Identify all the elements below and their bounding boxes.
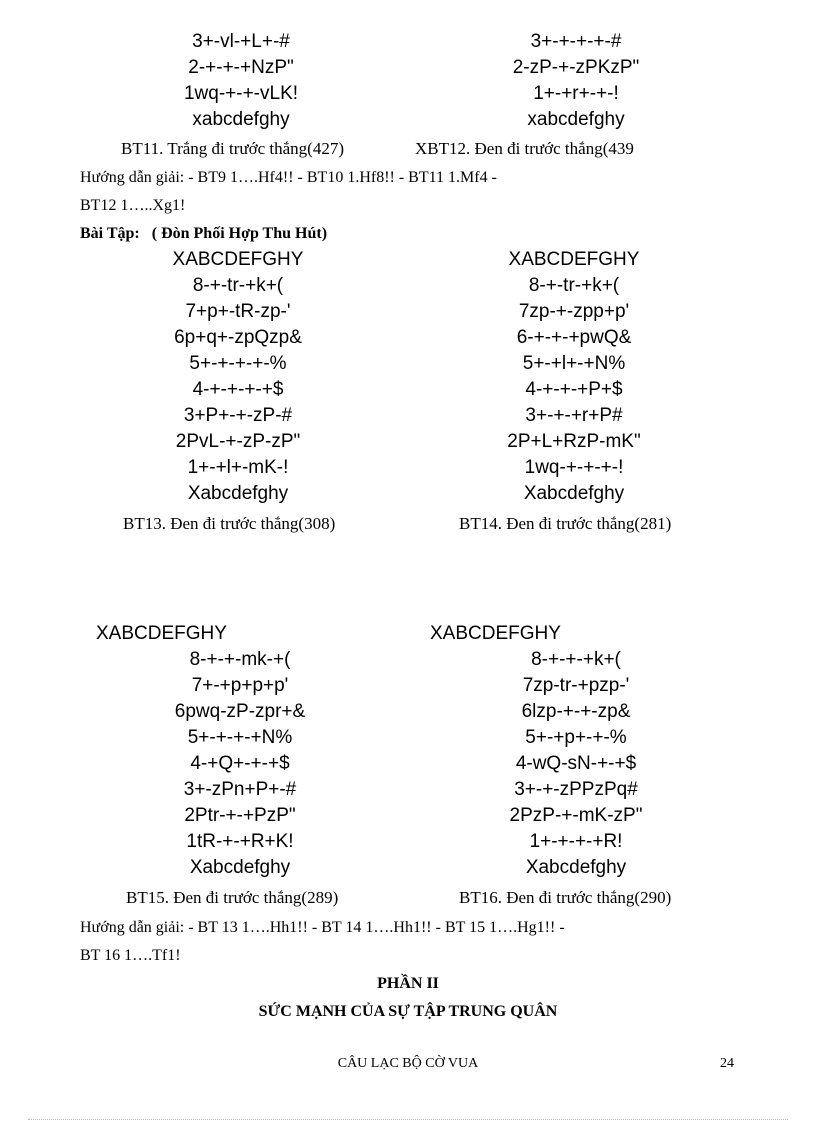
board-line: XABCDEFGHY [508,249,640,270]
board-line: 6pwq-zP-zpr+& [174,701,306,722]
board-line: 3+-vl-+L+-# [192,31,290,52]
board-line: 3+-+-zPPzPq# [514,779,638,800]
solution-guide-line: Hướng dẫn giải: - BT9 1….Hf4!! - BT10 1.Hf8!! - BT11 1.Mf4 - [80,169,497,186]
board-line: Xabcdefghy [187,483,289,504]
page-bottom-divider [28,1119,788,1120]
board-line: 2Ptr-+-+PzP" [184,805,296,826]
board-line: 3+P+-+-zP-# [183,405,293,426]
board-line: 7+p+-tR-zp-' [185,301,291,322]
caption-bt16: BT16. Đen đi trước thắng(290) [459,888,672,907]
part-title: PHẦN II [377,975,439,992]
exercise-label: Bài Tập: [80,225,140,242]
board-line: Xabcdefghy [523,483,625,504]
solution-guide-line: BT 16 1….Tf1! [80,947,181,964]
board-line: 2P+L+RzP-mK" [507,431,641,452]
board-line: 4-+Q+-+-+$ [190,753,290,774]
board-line: 6-+-+-+pwQ& [516,327,632,348]
board-header-bt16: XABCDEFGHY [430,623,561,644]
board-line: 5+-+-+-+N% [187,727,293,748]
board-line: 6lzp-+-+-zp& [521,701,631,722]
board-line: XABCDEFGHY [172,249,304,270]
solution-guide-line: BT12 1…..Xg1! [80,197,186,214]
board-line: 3+-zPn+P+-# [183,779,297,800]
part-subtitle: SỨC MẠNH CỦA SỰ TẬP TRUNG QUÂN [258,1003,558,1020]
board-line: 1+-+l+-mK-! [187,457,289,478]
board-line: xabcdefghy [527,109,625,130]
board-line: 2PvL-+-zP-zP" [175,431,301,452]
board-line: 3+-+-+-+-# [530,31,622,52]
board-line: 2-+-+-+NzP" [188,57,294,78]
board-line: 6p+q+-zpQzp& [174,327,302,348]
board-line: 1+-+-+-+R! [529,831,623,852]
board-line: 1wq-+-+-+-! [524,457,624,478]
board-line: Xabcdefghy [525,857,627,878]
caption-bt12: XBT12. Đen đi trước thắng(439 [415,139,634,158]
board-line: 8-+-+-mk-+( [189,649,291,670]
board-line: xabcdefghy [192,109,290,130]
page-number: 24 [720,1056,734,1071]
board-line: 8-+-tr-+k+( [192,275,284,296]
board-line: 7zp-+-zpp+p' [518,301,630,322]
board-line: 5+-+p+-+-% [525,727,627,748]
board-line: 2-zP-+-zPKzP" [512,57,640,78]
exercise-title: ( Đòn Phối Hợp Thu Hút) [151,225,328,242]
board-line: 8-+-+-+k+( [531,649,621,670]
board-line: 7zp-tr-+pzp-' [522,675,630,696]
caption-bt15: BT15. Đen đi trước thắng(289) [126,888,339,907]
board-line: 8-+-tr-+k+( [528,275,620,296]
exercise-heading [80,224,327,244]
board-line: 1tR-+-+R+K! [186,831,294,852]
board-line: 4-wQ-sN-+-+$ [515,753,637,774]
caption-bt11: BT11. Trắng đi trước thắng(427) [121,139,344,158]
board-line: 1+-+r+-+-! [533,83,619,104]
board-line: 5+-+-+-+-% [189,353,287,374]
board-line: 7+-+p+p+p' [191,675,289,696]
board-header-bt15: XABCDEFGHY [96,623,227,644]
caption-bt13: BT13. Đen đi trước thắng(308) [123,514,336,533]
board-line: Xabcdefghy [189,857,291,878]
board-line: 4-+-+-+P+$ [525,379,623,400]
board-line: 1wq-+-+-vLK! [183,83,299,104]
footer-club-name: CÂU LẠC BỘ CỜ VUA [337,1056,479,1071]
caption-bt14: BT14. Đen đi trước thắng(281) [459,514,672,533]
board-line: 5+-+l+-+N% [522,353,626,374]
board-line: 3+-+-+r+P# [525,405,623,426]
solution-guide-line: Hướng dẫn giải: - BT 13 1….Hh1!! - BT 14 1….Hh1!! - BT 15 1….Hg1!! - [80,919,565,936]
board-line: 2PzP-+-mK-zP" [509,805,643,826]
board-line: 4-+-+-+-+$ [192,379,284,400]
